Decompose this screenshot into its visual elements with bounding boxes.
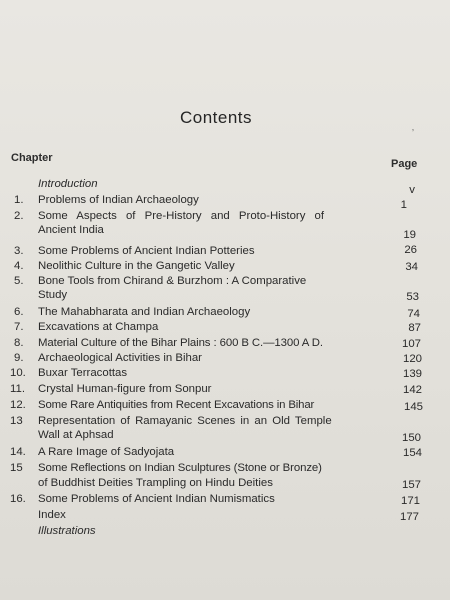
toc-page: 120 — [402, 353, 422, 365]
toc-number: 10. — [10, 367, 26, 379]
toc-entry-title-cont: of Buddhist Deities Trampling on Hindu Deities — [38, 477, 273, 489]
toc-number: 6. — [14, 306, 24, 318]
toc-page-introduction: v — [409, 184, 415, 196]
toc-page: 1 — [400, 199, 407, 211]
toc-entry-title: Bone Tools from Chirand & Burzhom : A Comparative — [38, 275, 307, 287]
toc-page: 53 — [406, 291, 419, 303]
toc-page: 142 — [402, 384, 422, 396]
toc-entry-title: Some Problems of Ancient Indian Potteries — [38, 245, 255, 257]
toc-page: 171 — [400, 495, 420, 507]
toc-entry-title: Excavations at Champa — [38, 321, 159, 333]
toc-number: 11. — [10, 383, 25, 395]
toc-entry-title-cont: Ancient India — [38, 224, 104, 236]
toc-entry-title: Representation of Ramayanic Scenes in an Old Temple — [38, 415, 332, 427]
toc-entry-title: Some Problems of Ancient Indian Numismatics — [38, 493, 275, 505]
page-mark: ʼ — [412, 128, 414, 138]
toc-entry-title: Some Aspects of Pre-History and Proto-History of — [38, 210, 325, 222]
toc-page: 19 — [403, 229, 416, 241]
toc-number: 16. — [10, 493, 26, 505]
toc-number: 13 — [10, 415, 23, 427]
page-title: Contents — [179, 108, 253, 127]
toc-number: 4. — [14, 260, 24, 272]
toc-page: 139 — [402, 368, 422, 380]
toc-entry-title-cont: Wall at Aphsad — [38, 429, 114, 441]
toc-entry-title: Problems of Indian Archaeology — [38, 194, 199, 206]
toc-entry-title: A Rare Image of Sadyojata — [38, 446, 175, 458]
toc-number: 1. — [14, 194, 24, 206]
toc-page: 145 — [403, 401, 423, 413]
toc-number: 12. — [10, 399, 26, 411]
toc-entry-index: Index — [38, 509, 66, 521]
toc-page: 87 — [408, 322, 421, 334]
toc-page: 107 — [401, 338, 421, 350]
toc-entry-title-cont: Study — [38, 289, 68, 301]
toc-number: 14. — [10, 446, 26, 458]
toc-page: 150 — [401, 432, 421, 444]
toc-entry-title: The Mahabharata and Indian Archaeology — [38, 306, 251, 318]
toc-entry-title: Crystal Human-figure from Sonpur — [38, 383, 212, 395]
toc-entry-title: Neolithic Culture in the Gangetic Valley — [38, 260, 235, 272]
toc-number: 9. — [14, 352, 24, 364]
toc-entry-title: Archaeological Activities in Bihar — [38, 352, 202, 364]
toc-number: 3. — [14, 245, 24, 257]
toc-number: 5. — [14, 275, 24, 287]
toc-entry-title: Some Reflections on Indian Sculptures (Stone or Bronze) — [38, 462, 322, 474]
toc-entry-title: Material Culture of the Bihar Plains : 600 B C.—1300 A D. — [38, 337, 323, 349]
toc-number: 2. — [14, 210, 24, 222]
toc-number: 7. — [14, 321, 24, 333]
toc-number: 15 — [10, 462, 23, 474]
toc-entry-title: Buxar Terracottas — [38, 367, 128, 379]
toc-entry-title: Some Rare Antiquities from Recent Excavations in Bihar — [38, 399, 315, 411]
toc-page: 26 — [404, 244, 417, 256]
toc-page: 154 — [402, 447, 422, 459]
toc-entry-illustrations: Illustrations — [38, 525, 96, 537]
toc-page: 74 — [407, 308, 420, 320]
toc-page: 157 — [401, 479, 421, 491]
toc-page-index: 177 — [399, 511, 419, 523]
toc-entry-introduction: Introduction — [38, 178, 98, 190]
toc-page: 34 — [405, 261, 418, 273]
chapter-column-header: Chapter — [11, 152, 53, 164]
toc-number: 8. — [14, 337, 24, 349]
page-column-header: Page — [391, 158, 418, 170]
